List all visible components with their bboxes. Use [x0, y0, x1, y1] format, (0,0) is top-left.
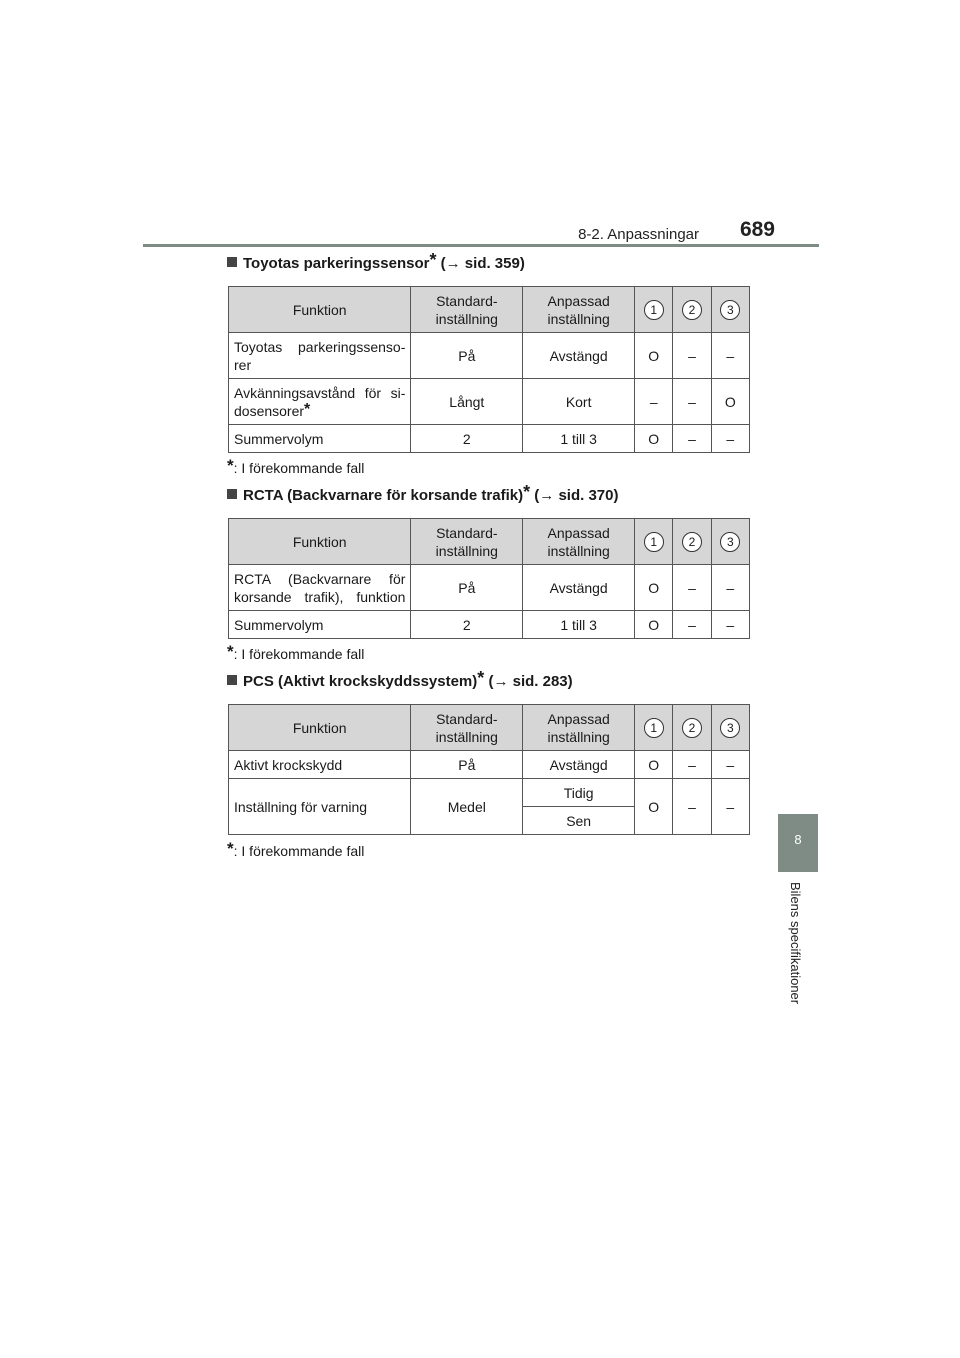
- header-mode-3: [711, 287, 749, 333]
- circled-3-icon: 3: [720, 532, 740, 552]
- header-default: Standard- inställning: [411, 705, 523, 751]
- header-default: Standard- inställning: [411, 287, 523, 333]
- table-row: RCTA (Backvarnare för korsande trafik), funktion På Avstängd O – –: [229, 565, 750, 611]
- table-row: Summervolym 2 1 till 3 O – –: [229, 611, 750, 639]
- section-title: 8-2. Anpassningar: [578, 226, 699, 243]
- header-function: Funktion: [229, 287, 411, 333]
- circled-1-icon: 1: [644, 300, 664, 320]
- circled-3-icon: 3: [720, 718, 740, 738]
- footnote: *: I förekommande fall: [227, 642, 365, 662]
- circled-3-icon: 3: [720, 300, 740, 320]
- settings-table-pcs: [228, 704, 750, 835]
- header-custom: Anpassad inställning: [523, 287, 635, 333]
- circled-1-icon: 1: [644, 532, 664, 552]
- table-row: Sen: [229, 807, 750, 835]
- header-rule: [143, 244, 819, 247]
- table-header-row: [229, 287, 750, 333]
- header-mode-3: [711, 705, 749, 751]
- header-mode-2: [673, 519, 711, 565]
- square-bullet-icon: [227, 257, 237, 267]
- header-mode-2: [673, 705, 711, 751]
- table-row: Avkänningsavstånd för si- dosensorer* Långt Kort – – O: [229, 379, 750, 425]
- footnote: *: I förekommande fall: [227, 839, 365, 859]
- header-custom: Anpassad inställning: [523, 705, 635, 751]
- header-mode-3: [711, 519, 749, 565]
- section-heading-parking-sensor: Toyotas parkeringssensor* (→ sid. 359): [227, 255, 525, 272]
- settings-table-parking-sensor: [228, 286, 750, 453]
- section-heading-pcs: PCS (Aktivt krockskyddssystem)* (→ sid. 283): [227, 673, 573, 690]
- page-header: [143, 218, 819, 246]
- chapter-tab: [778, 814, 818, 872]
- table-header-row: [229, 519, 750, 565]
- header-function: Funktion: [229, 705, 411, 751]
- page-number: 689: [739, 218, 775, 241]
- footnote: *: I förekommande fall: [227, 456, 365, 476]
- table-header-row: [229, 705, 750, 751]
- header-function: Funktion: [229, 519, 411, 565]
- settings-table-rcta: [228, 518, 750, 639]
- square-bullet-icon: [227, 675, 237, 685]
- header-mode-1: [635, 705, 673, 751]
- header-mode-2: [673, 287, 711, 333]
- header-mode-1: [635, 519, 673, 565]
- chapter-label-text: Bilens specifikationer: [788, 882, 803, 1005]
- header-mode-1: [635, 287, 673, 333]
- table-row: Toyotas parkeringssenso- rer På Avstängd O – –: [229, 333, 750, 379]
- chapter-label: [778, 882, 818, 1032]
- circled-2-icon: 2: [682, 532, 702, 552]
- circled-2-icon: 2: [682, 300, 702, 320]
- table-row: Summervolym 2 1 till 3 O – –: [229, 425, 750, 453]
- table-row: Aktivt krockskydd På Avstängd O – –: [229, 751, 750, 779]
- square-bullet-icon: [227, 489, 237, 499]
- table-row: Inställning för varning Medel Tidig O – –: [229, 779, 750, 807]
- header-default: Standard- inställning: [411, 519, 523, 565]
- chapter-number: 8: [794, 832, 802, 847]
- circled-1-icon: 1: [644, 718, 664, 738]
- circled-2-icon: 2: [682, 718, 702, 738]
- header-custom: Anpassad inställning: [523, 519, 635, 565]
- section-heading-rcta: RCTA (Backvarnare för korsande trafik)* (→ sid. 370): [227, 487, 618, 504]
